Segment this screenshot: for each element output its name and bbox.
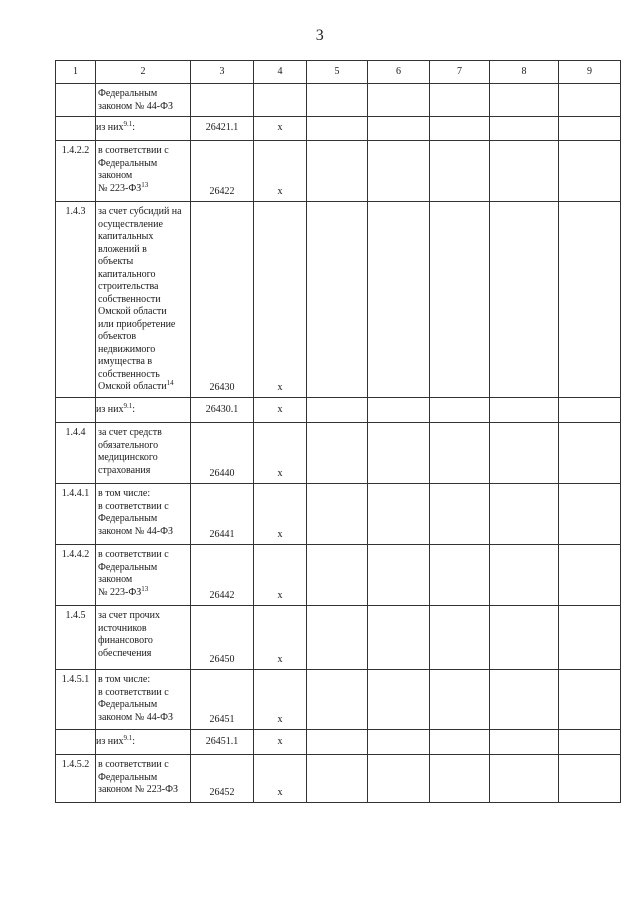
empty-cell [368, 730, 430, 755]
column-header: 9 [559, 61, 621, 84]
table-row [56, 606, 621, 670]
empty-cell [307, 670, 368, 730]
row-x-cell: x [254, 117, 307, 141]
table-row [56, 398, 621, 423]
row-name-main: из них [96, 403, 124, 415]
empty-cell [307, 606, 368, 670]
report-table [55, 60, 621, 803]
row-name-cell [96, 117, 191, 141]
row-number-cell: 1.4.4.2 [56, 545, 96, 606]
column-header: 8 [490, 61, 559, 84]
row-number-cell [56, 398, 96, 423]
row-code-cell: 26452 [191, 755, 254, 803]
row-name-cell [96, 141, 191, 202]
empty-cell [430, 202, 490, 398]
row-code-cell: 26442 [191, 545, 254, 606]
row-name-tail: : [132, 122, 136, 134]
empty-cell [559, 670, 621, 730]
row-number-cell: 1.4.5.2 [56, 755, 96, 803]
row-name-main: в соответствии с Федеральным законом № 223-ФЗ [98, 145, 169, 194]
row-x-cell: x [254, 545, 307, 606]
empty-cell [307, 398, 368, 423]
column-header: 1 [56, 61, 96, 84]
row-name-text [98, 145, 188, 195]
empty-cell [490, 423, 559, 484]
row-name-main: в соответствии с Федеральным законом № 223-ФЗ [98, 759, 179, 795]
empty-cell [490, 755, 559, 803]
table-row [56, 202, 621, 398]
row-name-main: Федеральным законом № 44-ФЗ [98, 88, 174, 112]
empty-cell [368, 84, 430, 117]
row-name-cell [96, 606, 191, 670]
empty-cell [307, 730, 368, 755]
row-code-cell: 26450 [191, 606, 254, 670]
row-number-cell: 1.4.5.1 [56, 670, 96, 730]
row-number-cell [56, 117, 96, 141]
empty-cell [430, 484, 490, 545]
column-header-row [56, 61, 621, 84]
row-code-cell: 26422 [191, 141, 254, 202]
empty-cell [307, 484, 368, 545]
row-name-text [98, 549, 188, 599]
empty-cell [307, 202, 368, 398]
page-number: 3 [315, 27, 325, 44]
row-name-cell [96, 423, 191, 484]
empty-cell [559, 755, 621, 803]
row-name-cell [96, 730, 191, 755]
row-name-text [98, 674, 188, 724]
empty-cell [559, 202, 621, 398]
empty-cell [559, 423, 621, 484]
row-name-main: за счет средств обязательного медицинского страхования [98, 427, 162, 476]
empty-cell [559, 730, 621, 755]
row-name-tail: : [132, 403, 136, 415]
empty-cell [430, 117, 490, 141]
row-name-cell [96, 755, 191, 803]
row-number-cell [56, 84, 96, 117]
row-name-tail: : [132, 735, 136, 747]
empty-cell [430, 606, 490, 670]
empty-cell [430, 423, 490, 484]
row-number-cell: 1.4.5 [56, 606, 96, 670]
table-row [56, 423, 621, 484]
empty-cell [490, 670, 559, 730]
empty-cell [368, 141, 430, 202]
column-header: 4 [254, 61, 307, 84]
row-code-cell [191, 84, 254, 117]
empty-cell [559, 84, 621, 117]
row-x-cell: x [254, 670, 307, 730]
row-name-text [96, 401, 190, 417]
empty-cell [559, 545, 621, 606]
empty-cell [490, 484, 559, 545]
empty-cell [368, 398, 430, 423]
table-row [56, 730, 621, 755]
empty-cell [307, 545, 368, 606]
footnote-ref: 13 [141, 584, 149, 593]
empty-cell [559, 117, 621, 141]
empty-cell [430, 398, 490, 423]
row-name-text [98, 759, 188, 797]
row-number-cell: 1.4.4.1 [56, 484, 96, 545]
empty-cell [430, 730, 490, 755]
column-header: 5 [307, 61, 368, 84]
row-code-cell: 26430.1 [191, 398, 254, 423]
empty-cell [368, 117, 430, 141]
table-row [56, 545, 621, 606]
footnote-ref: 13 [141, 180, 149, 189]
row-x-cell: x [254, 141, 307, 202]
row-x-cell: x [254, 730, 307, 755]
row-name-main: из них [96, 735, 124, 747]
empty-cell [490, 545, 559, 606]
row-code-cell: 26421.1 [191, 117, 254, 141]
row-x-cell: x [254, 423, 307, 484]
row-x-cell: x [254, 484, 307, 545]
row-name-main: в соответствии с Федеральным законом № 223-ФЗ [98, 549, 169, 598]
row-code-cell: 26440 [191, 423, 254, 484]
row-x-cell: x [254, 606, 307, 670]
row-name-main: в том числе: в соответствии с Федеральным законом № 44-ФЗ [98, 488, 174, 537]
empty-cell [368, 606, 430, 670]
empty-cell [430, 755, 490, 803]
table-row [56, 755, 621, 803]
row-name-cell [96, 398, 191, 423]
column-header: 2 [96, 61, 191, 84]
empty-cell [559, 398, 621, 423]
empty-cell [307, 141, 368, 202]
row-code-cell: 26430 [191, 202, 254, 398]
empty-cell [559, 141, 621, 202]
empty-cell [559, 484, 621, 545]
row-code-cell: 26451.1 [191, 730, 254, 755]
table-row [56, 484, 621, 545]
empty-cell [430, 545, 490, 606]
empty-cell [430, 670, 490, 730]
row-x-cell: x [254, 398, 307, 423]
row-name-main: за счет субсидий на осуществление капитальных вложений в объекты капитального строительства собственности Омской области или приобретение объектов недвижимого имущества в собственность Омской области [98, 206, 182, 392]
empty-cell [368, 670, 430, 730]
empty-cell [368, 755, 430, 803]
row-number-cell [56, 730, 96, 755]
row-x-cell: x [254, 202, 307, 398]
empty-cell [490, 202, 559, 398]
empty-cell [490, 606, 559, 670]
empty-cell [368, 202, 430, 398]
table-row [56, 117, 621, 141]
empty-cell [368, 423, 430, 484]
row-name-cell [96, 202, 191, 398]
row-name-text [98, 488, 188, 538]
row-name-text [96, 733, 190, 749]
table-row [56, 84, 621, 117]
row-number-cell: 1.4.4 [56, 423, 96, 484]
row-name-cell [96, 670, 191, 730]
row-x-cell: x [254, 755, 307, 803]
row-name-cell [96, 484, 191, 545]
footnote-ref: 14 [166, 379, 174, 387]
empty-cell [307, 755, 368, 803]
table-row [56, 670, 621, 730]
column-header: 6 [368, 61, 430, 84]
empty-cell [490, 84, 559, 117]
row-x-cell [254, 84, 307, 117]
empty-cell [490, 730, 559, 755]
empty-cell [490, 398, 559, 423]
empty-cell [490, 117, 559, 141]
row-name-main: из них [96, 122, 124, 134]
row-name-text [98, 88, 188, 113]
footnote-ref: 9.1 [123, 733, 133, 742]
row-number-cell: 1.4.3 [56, 202, 96, 398]
row-name-text [98, 206, 188, 394]
row-name-main: в том числе: в соответствии с Федеральным законом № 44-ФЗ [98, 674, 174, 723]
row-name-main: за счет прочих источников финансового обеспечения [98, 610, 160, 659]
row-code-cell: 26441 [191, 484, 254, 545]
empty-cell [430, 141, 490, 202]
row-name-cell [96, 545, 191, 606]
empty-cell [559, 606, 621, 670]
row-number-cell: 1.4.2.2 [56, 141, 96, 202]
column-header: 7 [430, 61, 490, 84]
row-name-text [98, 427, 188, 477]
table-row [56, 141, 621, 202]
empty-cell [368, 484, 430, 545]
row-code-cell: 26451 [191, 670, 254, 730]
footnote-ref: 9.1 [123, 401, 133, 410]
row-name-text [98, 610, 188, 660]
empty-cell [307, 423, 368, 484]
empty-cell [368, 545, 430, 606]
empty-cell [307, 84, 368, 117]
column-header: 3 [191, 61, 254, 84]
row-name-text [96, 122, 190, 135]
empty-cell [430, 84, 490, 117]
row-name-cell [96, 84, 191, 117]
empty-cell [490, 141, 559, 202]
empty-cell [307, 117, 368, 141]
footnote-ref: 9.1 [123, 120, 133, 129]
